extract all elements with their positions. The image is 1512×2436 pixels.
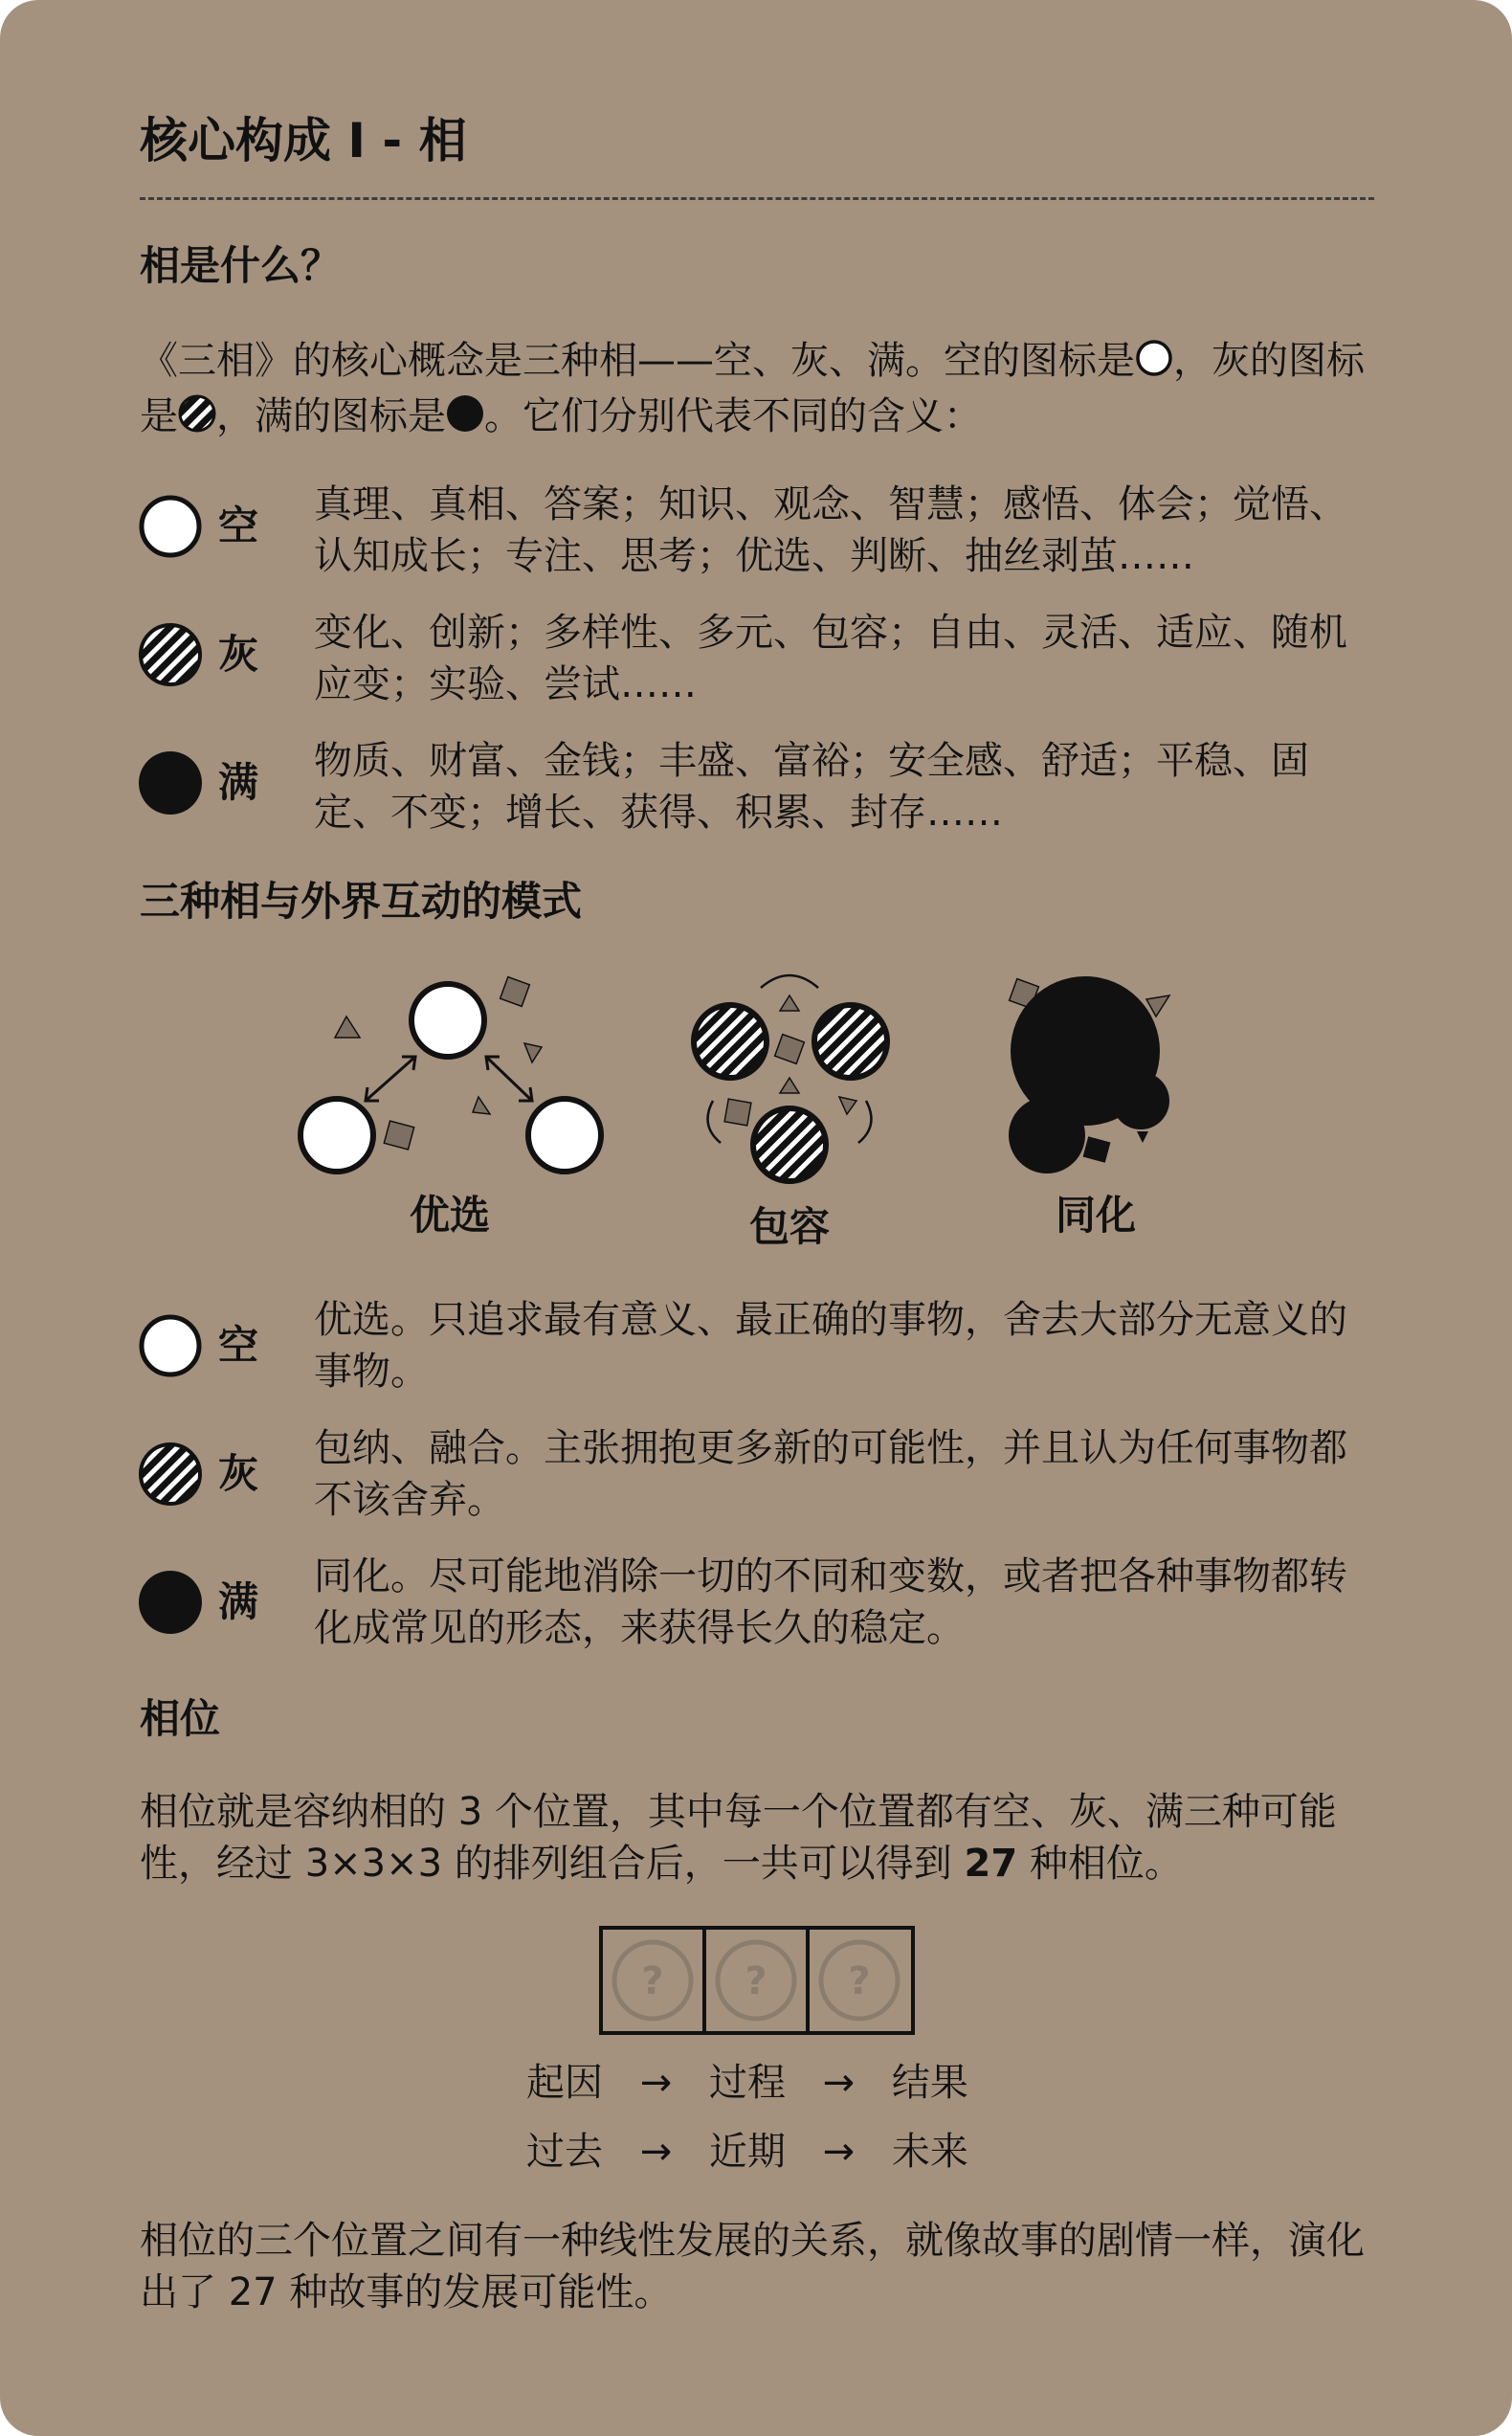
flow-item: 过程 [708, 2061, 786, 2105]
row-text-full: 物质、财富、金钱；丰盛、富裕；安全感、舒适；平稳、固定、不变；增长、获得、积累、封存…… [314, 739, 1309, 835]
position-slots [599, 1926, 915, 2035]
empty-circle-icon [138, 494, 203, 563]
flow-row-time [526, 2125, 968, 2179]
row-text-gray: 变化、创新；多样性、多元、包容；自由、灵活、适应、随机应变；实验、尝试…… [314, 611, 1347, 706]
arrow-icon: → [639, 2130, 673, 2174]
arrow-icon: → [822, 2130, 856, 2174]
row-text-gray: 包纳、融合。主张拥抱更多新的可能性，并且认为任何事物都不该舍弃。 [314, 1426, 1347, 1522]
hatched-circle-icon [178, 394, 216, 446]
row-label-gray: 灰 [218, 1450, 259, 1497]
section-heading-position: 相位 [140, 1695, 221, 1742]
section-heading-interaction: 三种相与外界互动的模式 [140, 878, 583, 925]
arrow-icon: → [822, 2061, 856, 2105]
row-text-empty: 优选。只追求最有意义、最正确的事物，舍去大部分无意义的事物。 [314, 1298, 1347, 1394]
title-divider [140, 197, 1374, 200]
section-heading-what-is: 相是什么？ [140, 242, 342, 289]
arrow-icon: → [639, 2061, 673, 2105]
hatched-circle-icon [138, 622, 203, 691]
row-label-empty: 空 [218, 503, 259, 549]
flow-item: 起因 [526, 2061, 603, 2105]
row-label-full: 满 [218, 1578, 259, 1625]
optimize-diagram [287, 957, 622, 1187]
inclusion-diagram [675, 957, 904, 1196]
empty-circle-icon [138, 1313, 203, 1382]
row-text-empty: 真理、真相、答案；知识、观念、智慧；感悟、体会；觉悟、认知成长；专注、思考；优选、判断、抽丝剥茧…… [314, 482, 1347, 578]
flow-item: 未来 [891, 2130, 968, 2174]
filled-circle-icon [138, 1570, 203, 1639]
row-label-empty: 空 [218, 1322, 259, 1369]
caption-optimize: 优选 [409, 1192, 490, 1239]
position-paragraph: 相位就是容纳相的 3 个位置，其中每一个位置都有空、灰、满三种可能性，经过 3×3×3 的排列组合后，一共可以得到 27 种相位。 [140, 1790, 1337, 1886]
filled-circle-icon [446, 394, 484, 446]
caption-assimilation: 同化 [1055, 1192, 1136, 1239]
slot-mark: ? [848, 1959, 871, 2003]
empty-circle-icon [1135, 339, 1173, 391]
filled-circle-icon [138, 750, 203, 819]
closing-paragraph: 相位的三个位置之间有一种线性发展的关系，就像故事的剧情一样，演化出了 27 种故事的发展可能性。 [140, 2219, 1365, 2314]
intro-paragraph: 《三相》的核心概念是三种相——空、灰、满。空的图标是 ，灰的图标是 ，满的图标是 。它们分别代表不同的含义： [140, 335, 1374, 446]
flow-item: 过去 [526, 2130, 603, 2174]
flow-row-cause [526, 2056, 968, 2110]
caption-inclusion: 包容 [748, 1203, 830, 1250]
flow-item: 结果 [891, 2061, 968, 2105]
row-label-full: 满 [218, 759, 259, 806]
assimilation-diagram [995, 957, 1225, 1187]
row-text-full: 同化。尽可能地消除一切的不同和变数，或者把各种事物都转化成常见的形态，来获得长久的稳定。 [314, 1554, 1347, 1650]
page-title: 核心构成 I - 相 [140, 113, 467, 168]
row-label-gray: 灰 [218, 631, 259, 678]
hatched-circle-icon [138, 1441, 203, 1510]
slot-mark: ? [745, 1959, 767, 2003]
flow-item: 近期 [708, 2130, 786, 2174]
slot-mark: ? [641, 1959, 664, 2003]
